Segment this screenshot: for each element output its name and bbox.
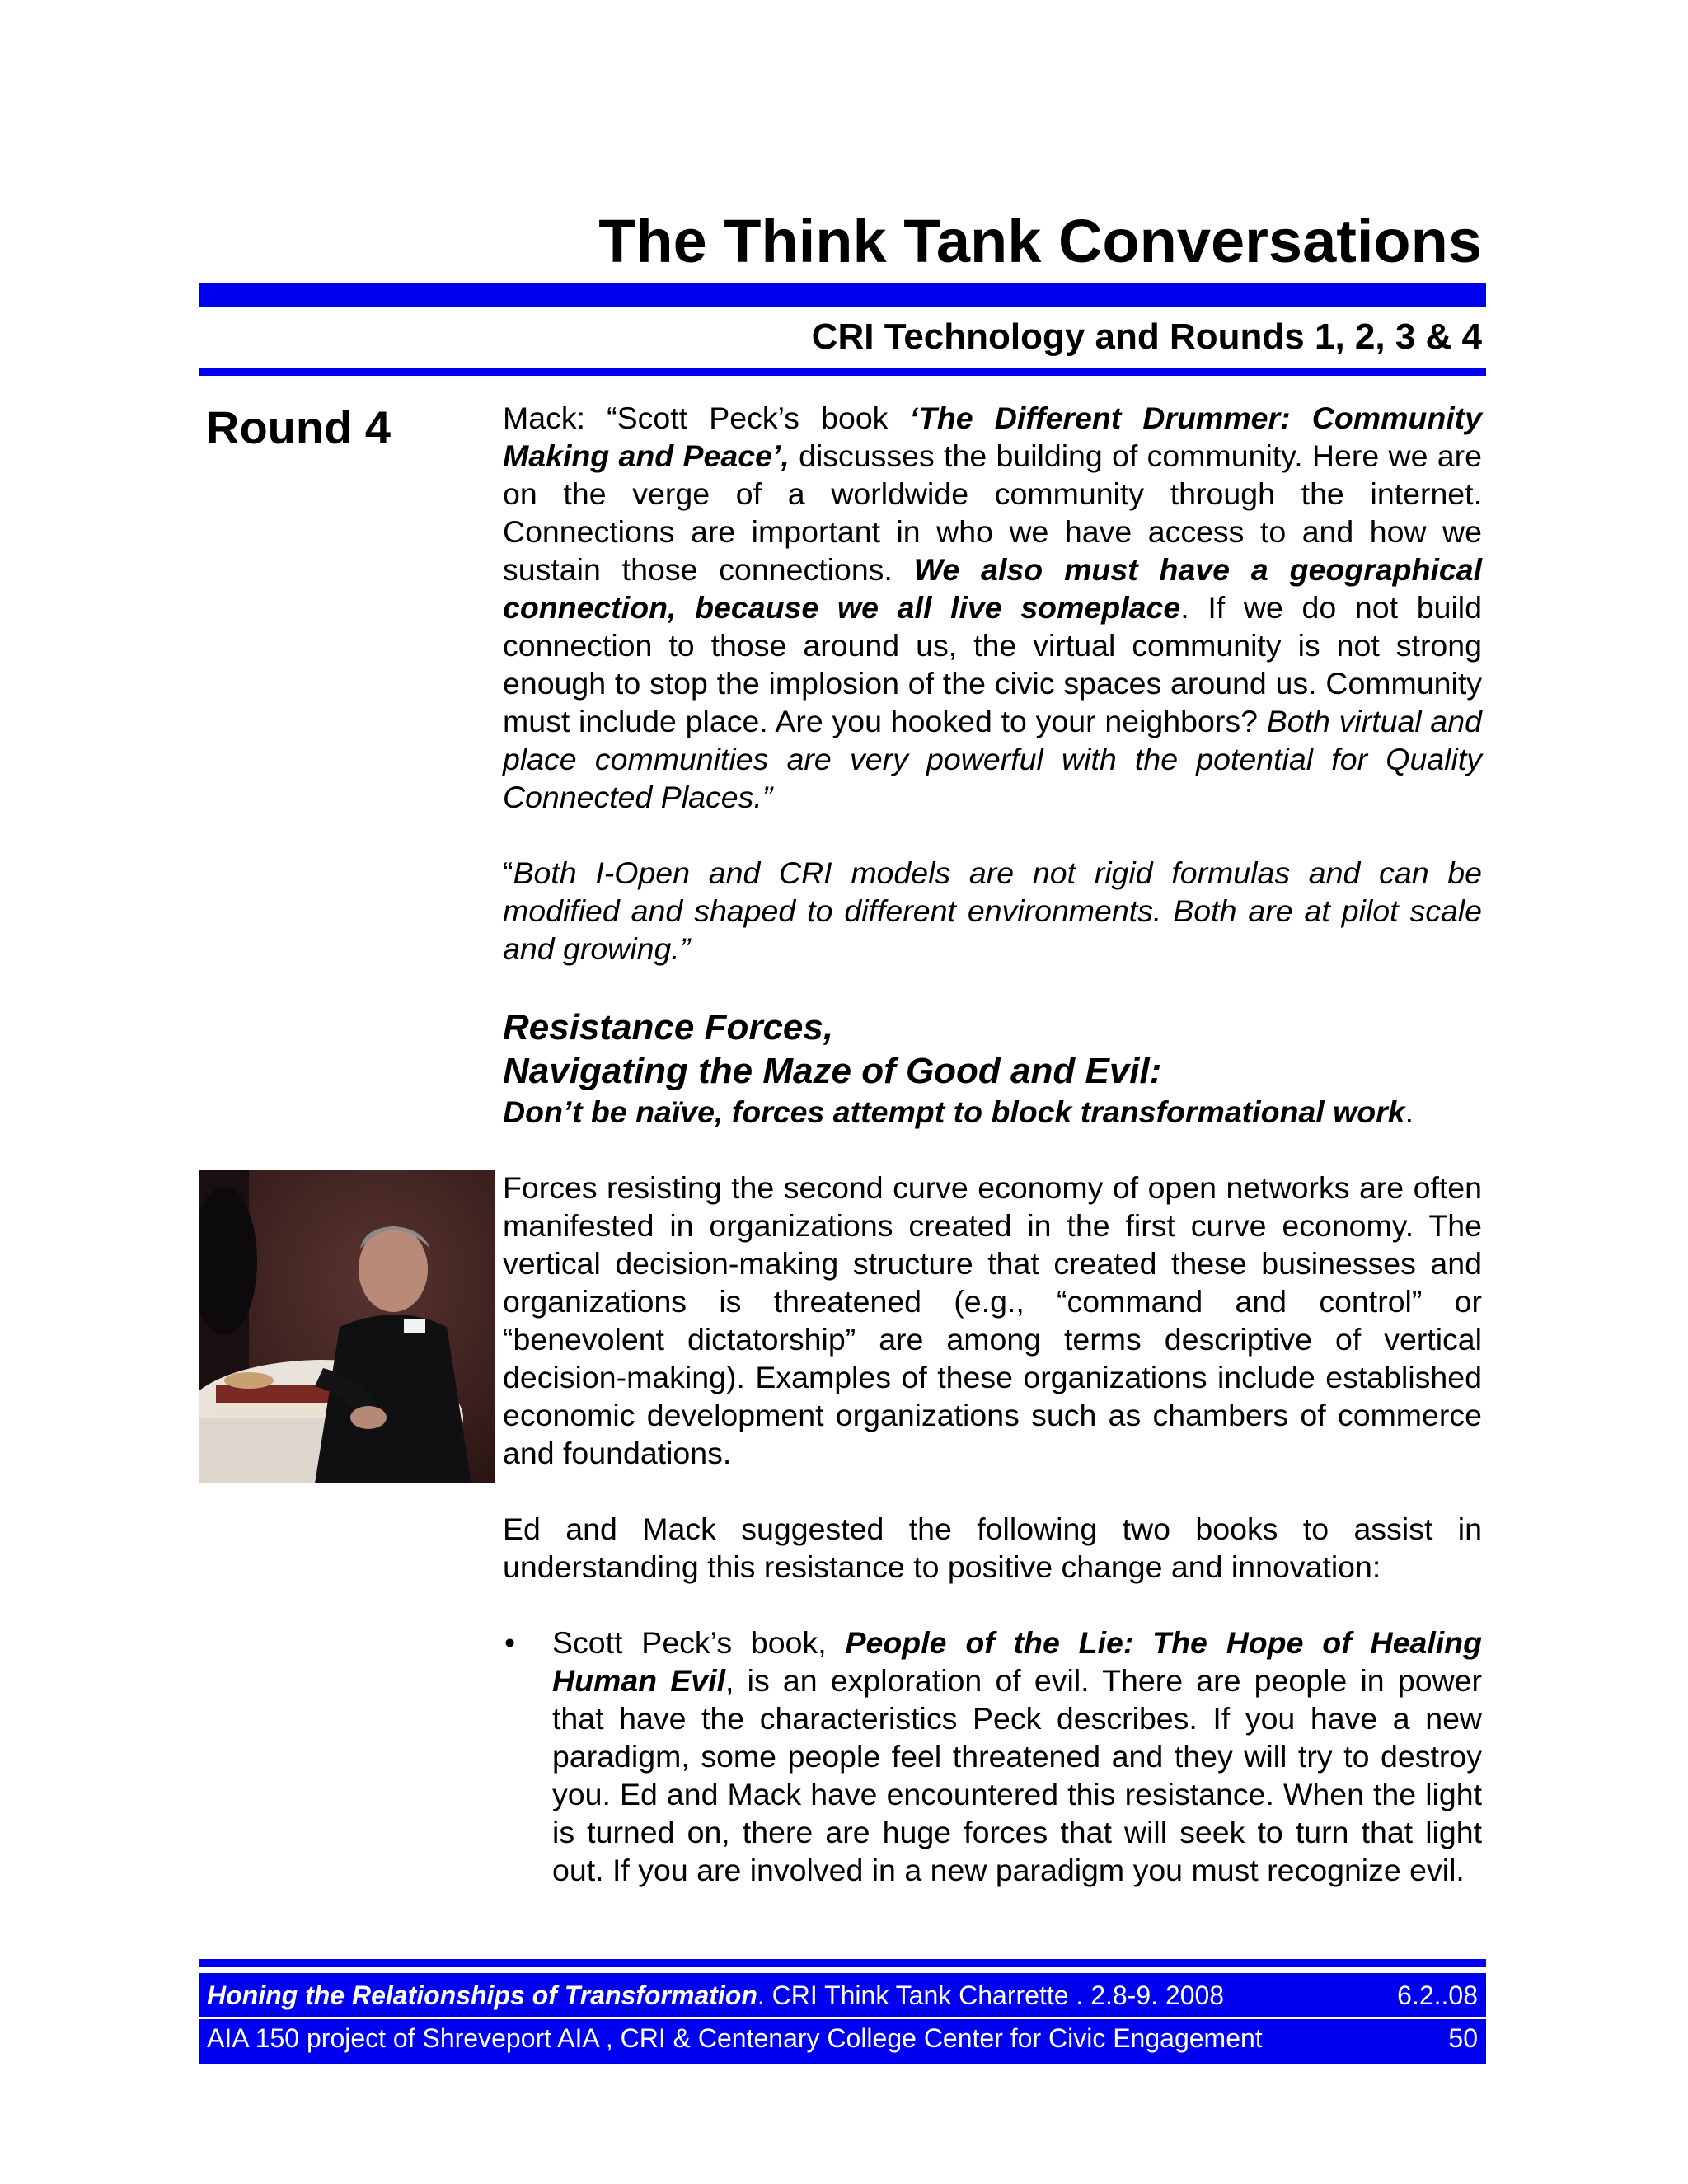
- section-subheading-text: Don’t be naïve, forces attempt to block transformational work: [503, 1094, 1405, 1129]
- list-item-text: Scott Peck’s book,: [552, 1625, 846, 1660]
- quote-models: Both I-Open and CRI models are not rigid formulas and can be modified and shaped to different environments. Both are at pilot scale and growing.”: [503, 855, 1482, 966]
- paragraph-text: “: [503, 855, 513, 890]
- section-heading: [503, 1005, 1482, 1093]
- paragraph-text: . If we do not build connection to those around us, the virtual community is not strong enough to stop the implosion of the civic spaces around us. Community must include place. Are you hooked to your neighbors?: [503, 590, 1482, 738]
- footer-event: . CRI Think Tank Charrette . 2.8-9. 2008: [757, 1980, 1225, 2010]
- page-subtitle: CRI Technology and Rounds 1, 2, 3 & 4: [811, 316, 1482, 357]
- paragraph-text: Mack: “Scott Peck’s book: [503, 401, 910, 435]
- header-rule-thick: [199, 283, 1486, 307]
- book-title-people-of-the-lie: People of the Lie: The Hope of Healing Human Evil: [552, 1625, 1482, 1698]
- section-heading-line1: Resistance Forces,: [503, 1007, 834, 1047]
- paragraph-peck-community: [503, 399, 1482, 816]
- footer-date: 6.2..08: [1397, 1980, 1478, 2010]
- list-item-text: , is an exploration of evil. There are people in power that have the characteristics Peck describes. If you have a new paradigm, some people feel threatened and they will try to destroy you. Ed and Mack have encountered this resistance. When the light is turned on, there are huge forces that will seek to turn that light out. If you are involved in a new paradigm you must recognize evil.: [552, 1663, 1482, 1887]
- section-heading-line2: Navigating the Maze of Good and Evil:: [503, 1051, 1162, 1091]
- paragraph-resistance: Forces resisting the second curve economy of open networks are often manifested in organizations created in the first curve economy. The vertical decision-making structure that created these businesses and organizations is threatened (e.g., “command and control” or “benevolent dictatorship” are among terms descriptive of vertical decision-making). Examples of these organizations include established economic development organizations such as chambers of commerce and foundations.: [503, 1170, 1482, 1470]
- footer-organizations: AIA 150 project of Shreveport AIA , CRI & Centenary College Center for Civic Engagement: [207, 2023, 1263, 2053]
- round-label: Round 4: [206, 401, 391, 453]
- footer-row-1: [207, 1976, 1478, 2014]
- page-title: The Think Tank Conversations: [598, 207, 1482, 275]
- header-rule-thin: [199, 368, 1486, 376]
- page-number: 50: [1448, 2023, 1478, 2053]
- section-subheading: [503, 1093, 1482, 1131]
- footer-row-2: [207, 2019, 1478, 2057]
- paragraph-models: [503, 854, 1482, 968]
- emphasis-geographical-connection: We also must have a geographical connection, because we all live someplace: [503, 552, 1482, 625]
- main-content: [503, 399, 1482, 1889]
- list-item: [503, 1624, 1482, 1889]
- bullet-icon: •: [504, 1625, 516, 1660]
- emphasis-quote: Both virtual and place communities are very powerful with the potential for Quality Connected Places.”: [503, 704, 1482, 814]
- footer: [199, 1973, 1486, 2064]
- book-list: [503, 1624, 1482, 1889]
- paragraph-books: Ed and Mack suggested the following two books to assist in understanding this resistance to positive change and innovation:: [503, 1511, 1482, 1584]
- footer-project-title: Honing the Relationships of Transformation: [207, 1980, 757, 2010]
- meeting-photo: [199, 1170, 495, 1483]
- section-subheading-period: .: [1404, 1094, 1414, 1129]
- book-title-different-drummer: ‘The Different Drummer: Community Making and Peace’,: [503, 401, 1482, 473]
- footer-rule: [199, 1959, 1486, 1967]
- paragraph-text: discusses the building of community. Here we are on the verge of a worldwide community through the internet. Connections are important in who we have access to and how we sustain those connections.: [503, 438, 1482, 587]
